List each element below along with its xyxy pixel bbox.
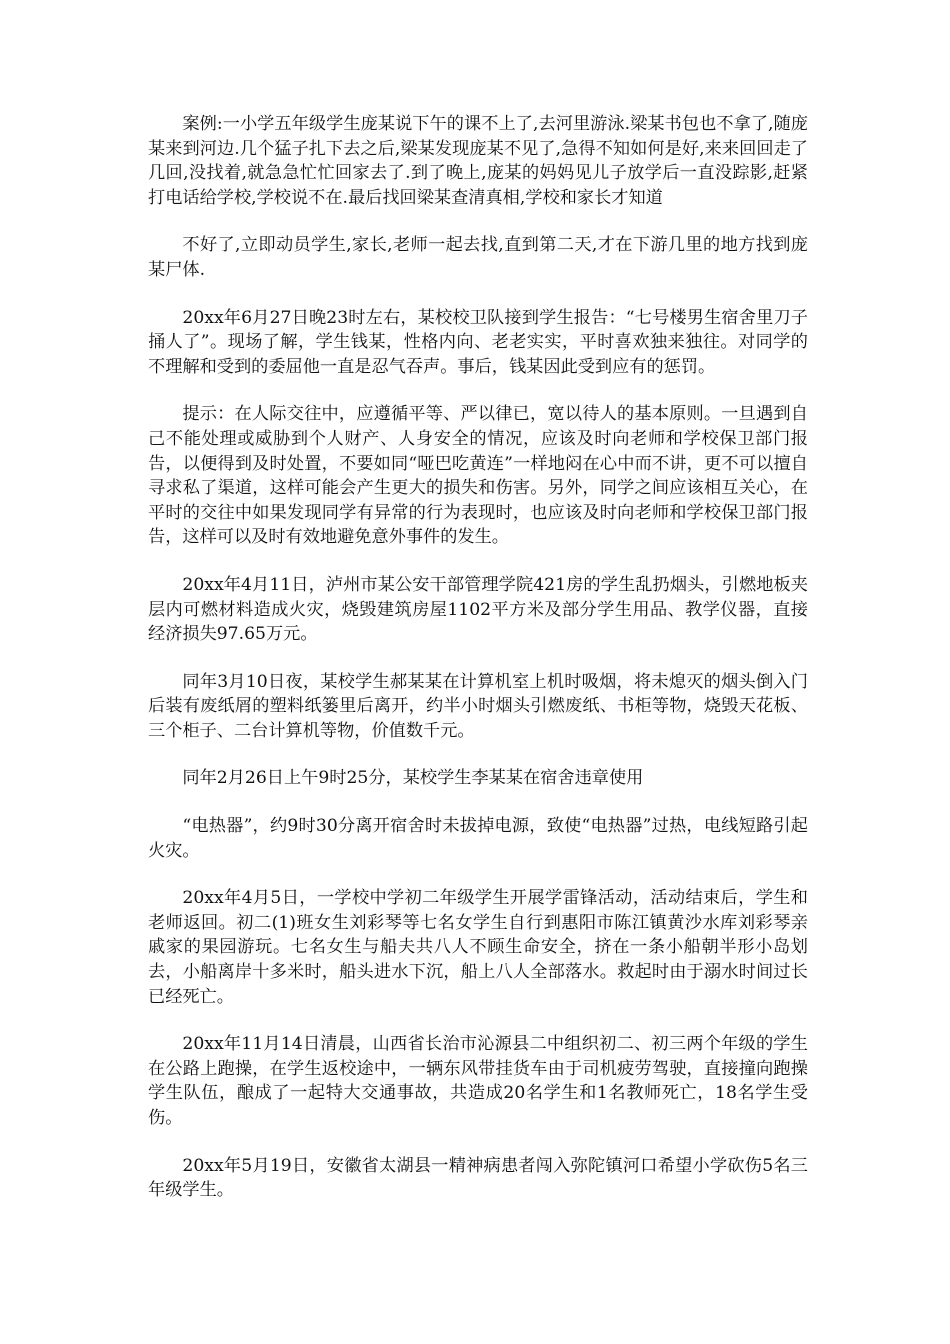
case-paragraph-dormitory-stabbing: 20xx年6月27日晚23时左右，某校校卫队接到学生报告：“七号楼男生宿舍里刀子捅人了”。现场了解，学生钱某，性格内向、老老实实，平时喜欢独来独往。对同学的不理解和受到的委屈他一直是忍气吞声。事后，钱某因此受到应有的惩罚。: [148, 307, 808, 377]
case-paragraph-heater-fire: 同年2月26日上午9时25分，某校学生李某某在宿舍违章使用: [182, 768, 644, 789]
document-page: [148, 112, 808, 1203]
case-paragraph-drowning-continued: 不好了,立即动员学生,家长,老师一起去找,直到第二天,才在下游几里的地方找到庞某尸体.: [148, 235, 808, 280]
case-paragraph-luzhou-fire: 20xx年4月11日，泸州市某公安干部管理学院421房的学生乱扔烟头，引燃地板夹层内可燃材料造成火灾，烧毁建筑房屋1102平方米及部分学生用品、教学仪器，直接经济损失97.65万元。: [148, 574, 808, 645]
case-paragraph-traffic-accident: 20xx年11月14日清晨，山西省长治市沁源县二中组织初二、初三两个年级的学生在公路上跑操，在学生返校途中，一辆东风带挂货车由于司机疲劳驾驶，直接撞向跑操学生队伍，酿成了一起特大交通事故，共造成20名学生和1名教师死亡，18名学生受伤。: [148, 1034, 808, 1128]
case-paragraph-reservoir-boat: 20xx年4月5日，一学校中学初二年级学生开展学雷锋活动，活动结束后，学生和老师返回。初二(1)班女生刘彩琴等七名女学生自行到惠阳市陈江镇黄沙水库刘彩琴亲戚家的果园游玩。七名女生与船夫共八人不顾生命安全，挤在一条小船朝半形小岛划去，小船离岸十多米时，船头进水下沉，船上八人全部落水。救起时由于溺水时间过长已经死亡。: [148, 888, 808, 1007]
case-paragraph-school-attack: 20xx年5月19日，安徽省太湖县一精神病患者闯入弥陀镇河口希望小学砍伤5名三年级学生。: [148, 1155, 808, 1201]
case-paragraph-computer-room-fire: 同年3月10日夜，某校学生郝某某在计算机室上机时吸烟，将未熄灭的烟头倒入门后装有废纸屑的塑料纸篓里后离开，约半小时烟头引燃废纸、书柜等物，烧毁天花板、三个柜子、二台计算机等物，价值数千元。: [148, 671, 808, 741]
case-paragraph-drowning: 案例:一小学五年级学生庞某说下午的课不上了,去河里游泳.梁某书包也不拿了,随庞某来到河边.几个猛子扎下去之后,梁某发现庞某不见了,急得不知如何是好,来来回回走了几回,没找着,就急急忙忙回家去了.到了晚上,庞某的妈妈见儿子放学后一直没踪影,赶紧打电话给学校,学校说不在.最后找回梁某查清真相,学校和家长才知道: [148, 114, 808, 208]
tip-paragraph: 提示：在人际交往中，应遵循平等、严以律已，宽以待人的基本原则。一旦遇到自己不能处理或威胁到个人财产、人身安全的情况，应该及时向老师和学校保卫部门报告，以便得到及时处置，不要如同“哑巴吃黄连”一样地闷在心中而不讲，更不可以擅自寻求私了渠道，这样可能会产生更大的损失和伤害。另外，同学之间应该相互关心，在平时的交往中如果发现同学有异常的行为表现时，也应该及时向老师和学校保卫部门报告，这样可以及时有效地避免意外事件的发生。: [148, 404, 808, 548]
case-paragraph-heater-fire-continued: “电热器”，约9时30分离开宿舍时未拔掉电源，致使“电热器”过热，电线短路引起火灾。: [148, 816, 808, 861]
